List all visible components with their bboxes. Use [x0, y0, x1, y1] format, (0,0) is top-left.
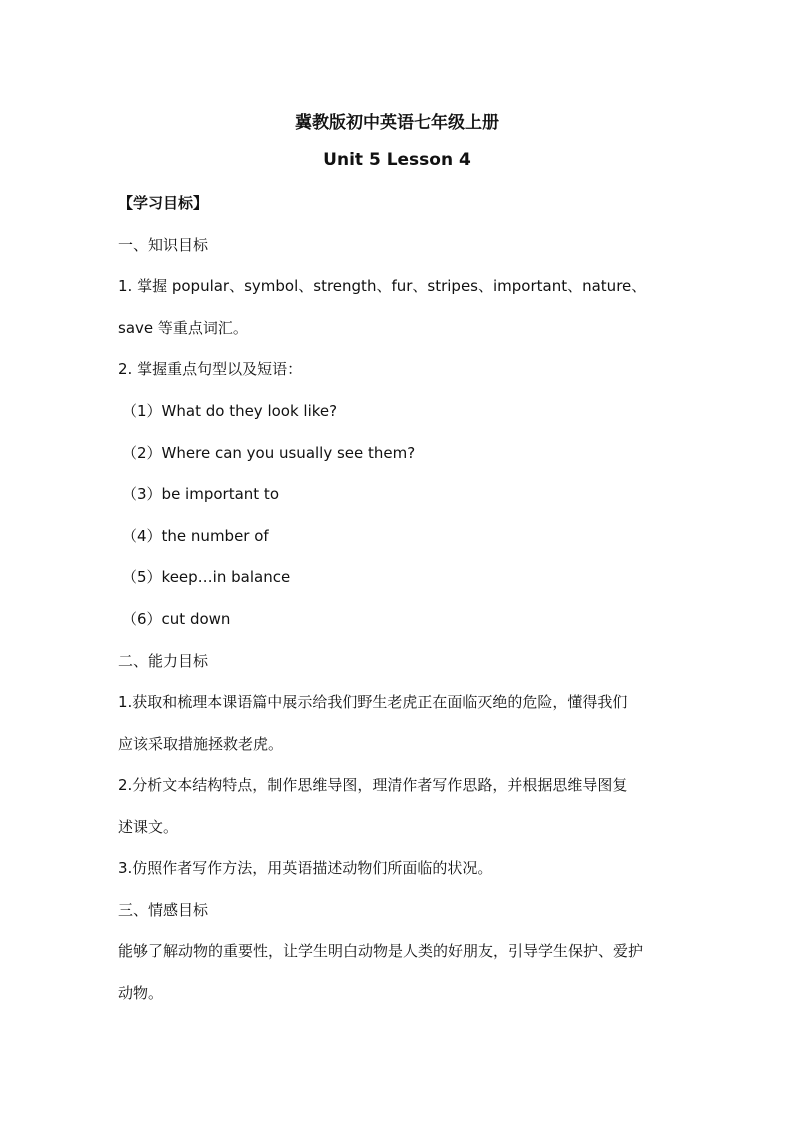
phrase-item: （2）Where can you usually see them? [122, 444, 416, 462]
ability-item2-line1: 2.分析文本结构特点，制作思维导图，理清作者写作思路，并根据思维导图复 [118, 776, 628, 794]
ability-heading: 二、能力目标 [118, 652, 209, 670]
phrase-item: （3）be important to [122, 485, 279, 503]
knowledge-heading: 一、知识目标 [118, 236, 209, 254]
knowledge-item2: 2. 掌握重点句型以及短语： [118, 360, 303, 378]
document-subtitle: Unit 5 Lesson 4 [323, 150, 471, 170]
phrase-item: （5）keep…in balance [122, 568, 291, 586]
ability-item3: 3.仿照作者写作方法，用英语描述动物们所面临的状况。 [118, 859, 493, 877]
section-header: 【学习目标】 [118, 194, 209, 212]
phrase-item: （1）What do they look like? [122, 402, 338, 420]
knowledge-item1-line1: 1. 掌握 popular、symbol、strength、fur、stripes、important、nature、 [118, 277, 647, 295]
ability-item1-line2: 应该采取措施拯救老虎。 [118, 735, 284, 753]
phrase-item: （4）the number of [122, 527, 269, 545]
emotion-heading: 三、情感目标 [118, 901, 209, 919]
ability-item2-line2: 述课文。 [118, 818, 179, 836]
document-title: 冀教版初中英语七年级上册 [295, 113, 499, 133]
phrase-item: （6）cut down [122, 610, 231, 628]
ability-item1-line1: 1.获取和梳理本课语篇中展示给我们野生老虎正在面临灭绝的危险，懂得我们 [118, 693, 628, 711]
knowledge-item1-line2: save 等重点词汇。 [118, 319, 248, 337]
emotion-line1: 能够了解动物的重要性，让学生明白动物是人类的好朋友，引导学生保护、爱护 [118, 942, 644, 960]
emotion-line2: 动物。 [118, 984, 164, 1002]
